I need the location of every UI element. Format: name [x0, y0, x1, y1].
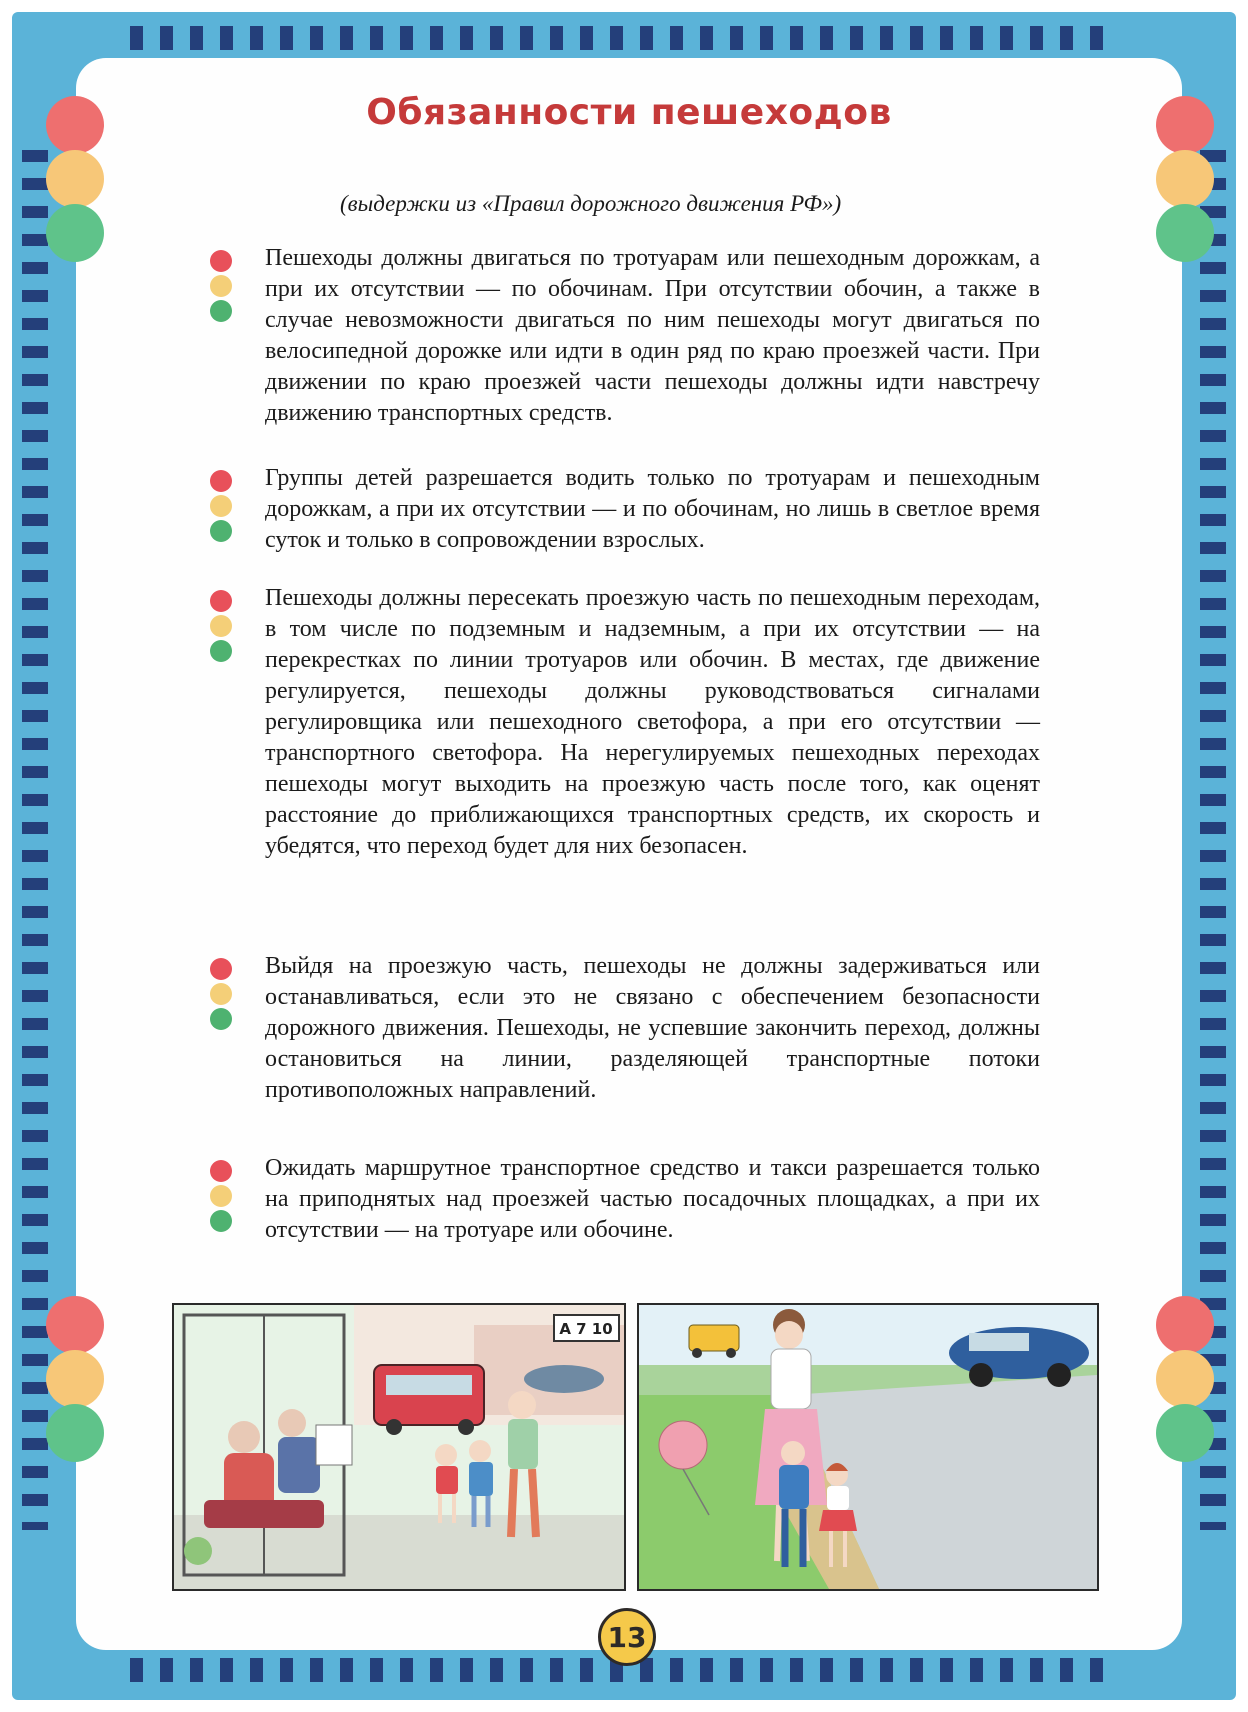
traffic-light-yellow-icon — [46, 1350, 104, 1408]
traffic-light-green-icon — [1156, 204, 1214, 262]
rule-text: Группы детей разрешается водить только по тротуарам и пешеходным дорожкам, а при их отсутствии — и по обочинам, но лишь в светлое время суток и только в сопровождении взрослых. — [265, 465, 1040, 553]
rule-text: Ожидать маршрутное транспортное средство и такси разрешается только на приподнятых над проезжей частью посадочных площадках, а при их отсутствии — на тротуаре или обочине. — [265, 1155, 1040, 1243]
left-stripe-border — [22, 150, 48, 1530]
rule-paragraph — [265, 583, 1040, 862]
traffic-light-green-icon — [1156, 1404, 1214, 1462]
traffic-light-green-icon — [46, 1404, 104, 1462]
traffic-light-bullet-icon — [210, 590, 232, 665]
bus-route-sign: А 7 10 — [559, 1320, 613, 1338]
rule-paragraph — [265, 951, 1040, 1106]
traffic-light-bullet-icon — [210, 958, 232, 1033]
rule-text: Выйдя на проезжую часть, пешеходы не должны задерживаться или останавливаться, если это не связано с обеспечением безопасности дорожного движения. Пешеходы, не успевшие закончить переход, должны остановиться на линии, разделяющей транспортные потоки противоположных направлений. — [265, 953, 1040, 1103]
traffic-light-green-icon — [46, 204, 104, 262]
bus-stop-scene — [174, 1305, 624, 1589]
page-number: 13 — [598, 1608, 656, 1666]
top-stripe-border — [130, 26, 1120, 50]
roadside-scene — [639, 1305, 1097, 1589]
bus-stop-illustration — [172, 1303, 626, 1591]
page-title: Обязанности пешеходов — [366, 92, 892, 133]
rule-paragraph — [265, 1153, 1040, 1246]
rule-text: Пешеходы должны пересекать проезжую часть по пешеходным переходам, в том числе по подземным и надземным, а при их отсутствии — на перекрестках по линии тротуаров или обочин. В местах, где движение регулируется, пешеходы должны руководствоваться сигналами регулировщика или пешеходного светофора, а при его отсутствии — транспортного светофора. На нерегулируемых пешеходных переходах пешеходы могут выходить на проезжую часть после того, как оценят расстояние до приближающихся транспортных средств, их скорость и убедятся, что переход будет для них безопасен. — [265, 585, 1040, 859]
traffic-light-bullet-icon — [210, 250, 232, 325]
traffic-light-yellow-icon — [46, 150, 104, 208]
traffic-light-red-icon — [1156, 1296, 1214, 1354]
traffic-light-bullet-icon — [210, 470, 232, 545]
roadside-walk-illustration — [637, 1303, 1099, 1591]
traffic-light-red-icon — [46, 1296, 104, 1354]
page-subtitle: (выдержки из «Правил дорожного движения РФ») — [340, 191, 842, 216]
traffic-light-yellow-icon — [1156, 1350, 1214, 1408]
traffic-light-bullet-icon — [210, 1160, 232, 1235]
rule-text: Пешеходы должны двигаться по тротуарам или пешеходным дорожкам, а при их отсутствии — по обочинам. При отсутствии обочин, а также в случае невозможности двигаться по ним пешеходы могут двигаться по велосипедной дорожке или идти в один ряд по краю проезжей части. При движении по краю проезжей части пешеходы должны идти навстречу движению транспортных средств. — [265, 245, 1040, 426]
traffic-light-yellow-icon — [1156, 150, 1214, 208]
rule-paragraph — [265, 463, 1040, 556]
rule-paragraph — [265, 243, 1040, 429]
